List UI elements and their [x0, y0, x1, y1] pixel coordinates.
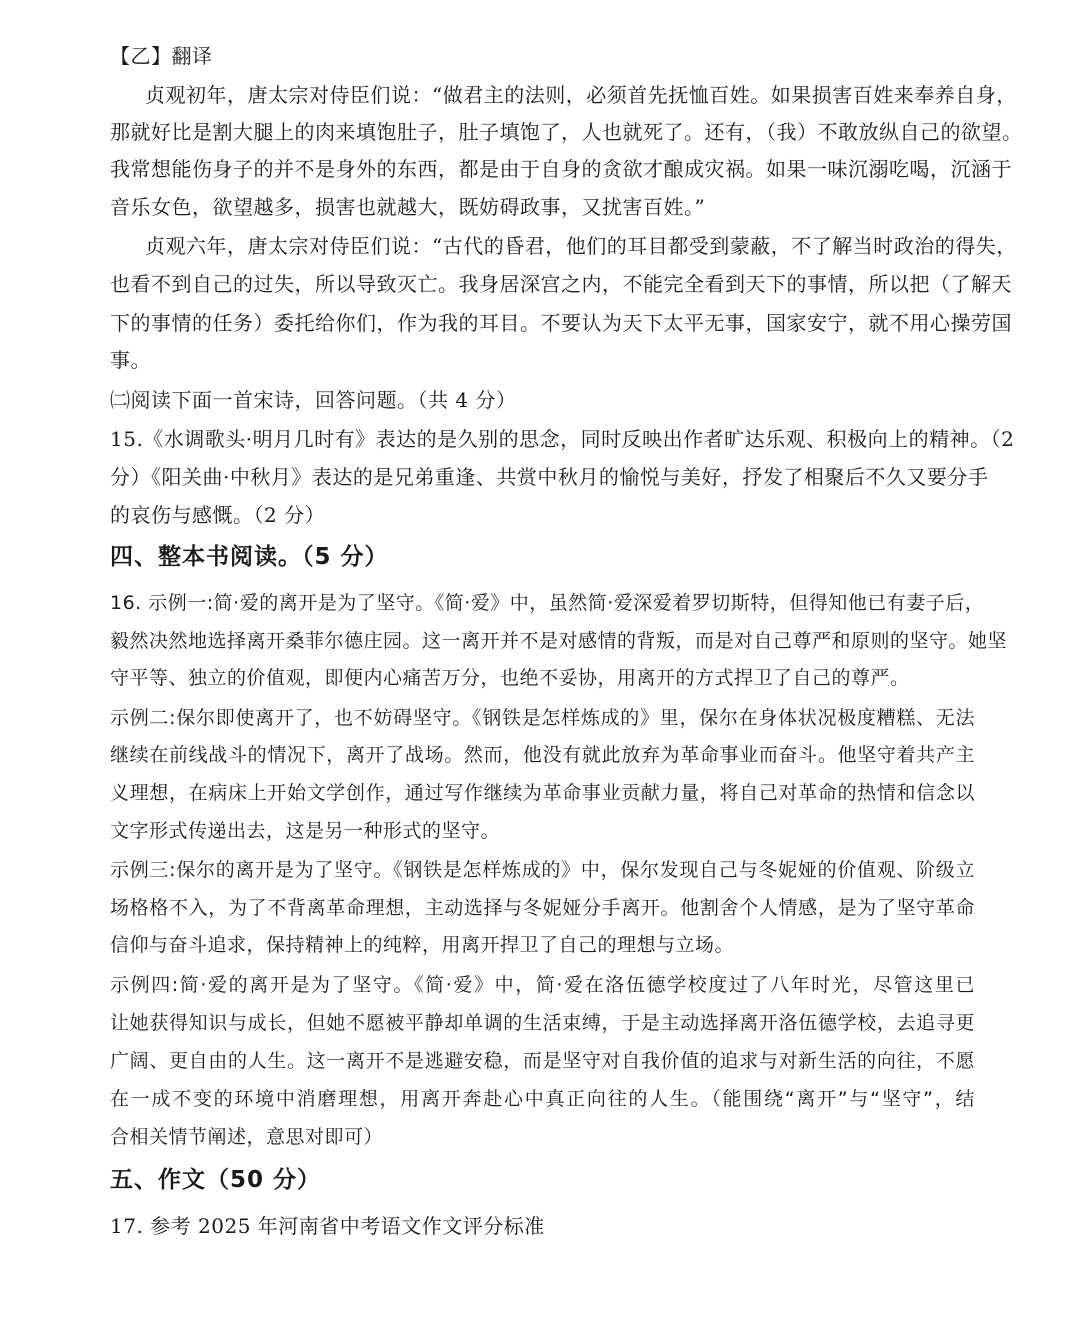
- text-line: 我常想能伤身子的并不是身外的东西，都是由于自身的贪欲才酿成灾祸。如果一味沉溺吃喝，沉涵于: [110, 157, 1012, 181]
- text-line: 守平等、独立的价值观，即便内心痛苦万分，也绝不妥协，用离开的方式捍卫了自己的尊严。: [110, 667, 910, 689]
- text-line: 音乐女色，欲望越多，损害也就越大，既妨碍政事，又扰害百姓。”: [110, 195, 706, 219]
- text-line: 16. 示例一:简·爱的离开是为了坚守。《简·爱》中，虽然简·爱深爱着罗切斯特，但得知他已有妻子后，: [110, 592, 985, 614]
- text-line: 15.《水调歌头·明月几时有》表达的是久别的思念，同时反映出作者旷达乐观、积极向上的精神。（2: [110, 427, 1015, 451]
- text-line: 合相关情节阐述，意思对即可）: [110, 1126, 384, 1148]
- text-line: 在一成不变的环境中消磨理想，用离开奔赴心中真正向往的人生。（能围绕“离开”与“坚守”，结: [110, 1088, 975, 1110]
- text-line: 也看不到自己的过失，所以导致灭亡。我身居深宫之内，不能完全看到天下的事情，所以把（了解天: [110, 272, 1012, 296]
- text-line: 信仰与奋斗追求，保持精神上的纯粹，用离开捍卫了自己的理想与立场。: [110, 934, 735, 956]
- text-line: 让她获得知识与成长，但她不愿被平静却单调的生活束缚，于是主动选择离开洛伍德学校，去追寻更: [110, 1012, 975, 1034]
- poem-section-intro: ㈡阅读下面一首宋诗，回答问题。（共 4 分）: [110, 388, 517, 412]
- text-line: 示例二:保尔即使离开了，也不妨碍坚守。《钢铁是怎样炼成的》里，保尔在身体状况极度糟糕、无法: [110, 707, 975, 729]
- question-17-answer: 17. 参考 2025 年河南省中考语文作文评分标准: [110, 1214, 545, 1238]
- text-line: 示例三:保尔的离开是为了坚守。《钢铁是怎样炼成的》中，保尔发现自己与冬妮娅的价值观、阶级立: [110, 859, 975, 881]
- text-line: 广阔、更自由的人生。这一离开不是逃避安稳，而是坚守对自我价值的追求与对新生活的向往，不愿: [110, 1050, 975, 1072]
- text-line: 继续在前线战斗的情况下，离开了战场。然而，他没有就此放弃为革命事业而奋斗。他坚守着共产主: [110, 744, 975, 766]
- section-title-yi: 【乙】翻译: [110, 44, 213, 68]
- text-line: 下的事情的任务）委托给你们，作为我的耳目。不要认为天下太平无事，国家安宁，就不用心操劳国: [110, 311, 1012, 335]
- text-line: 义理想，在病床上开始文学创作，通过写作继续为革命事业贡献力量，将自己对革命的热情和信念以: [110, 782, 975, 804]
- text-line: 毅然决然地选择离开桑菲尔德庄园。这一离开并不是对感情的背叛，而是对自己尊严和原则的坚守。她坚: [110, 630, 1008, 652]
- text-line: 那就好比是割大腿上的肉来填饱肚子，肚子填饱了，人也就死了。还有，（我）不敢放纵自己的欲望。: [110, 120, 1023, 144]
- text-line: 贞观六年，唐太宗对侍臣们说：“古代的昏君，他们的耳目都受到蒙蔽，不了解当时政治的得失，: [145, 234, 1017, 258]
- section-heading-five: 五、作文（50 分）: [110, 1167, 322, 1193]
- text-line: 事。: [110, 348, 151, 372]
- text-line: 的哀伤与感慨。（2 分）: [110, 503, 326, 527]
- text-line: 文字形式传递出去，这是另一种形式的坚守。: [110, 820, 501, 842]
- text-line: 示例四:简·爱的离开是为了坚守。《简·爱》中，简·爱在洛伍德学校度过了八年时光，尽管这里已: [110, 974, 975, 996]
- section-heading-four: 四、整本书阅读。（5 分）: [110, 544, 389, 570]
- text-line: 场格格不入，为了不背离革命理想，主动选择与冬妮娅分手离开。他割舍个人情感，是为了坚守革命: [110, 897, 975, 919]
- text-line: 贞观初年，唐太宗对侍臣们说：“做君主的法则，必须首先抚恤百姓。如果损害百姓来奉养自身，: [145, 83, 1017, 107]
- text-line: 分）《阳关曲·中秋月》表达的是兄弟重逢、共赏中秋月的愉悦与美好，抒发了相聚后不久又要分手: [110, 465, 989, 489]
